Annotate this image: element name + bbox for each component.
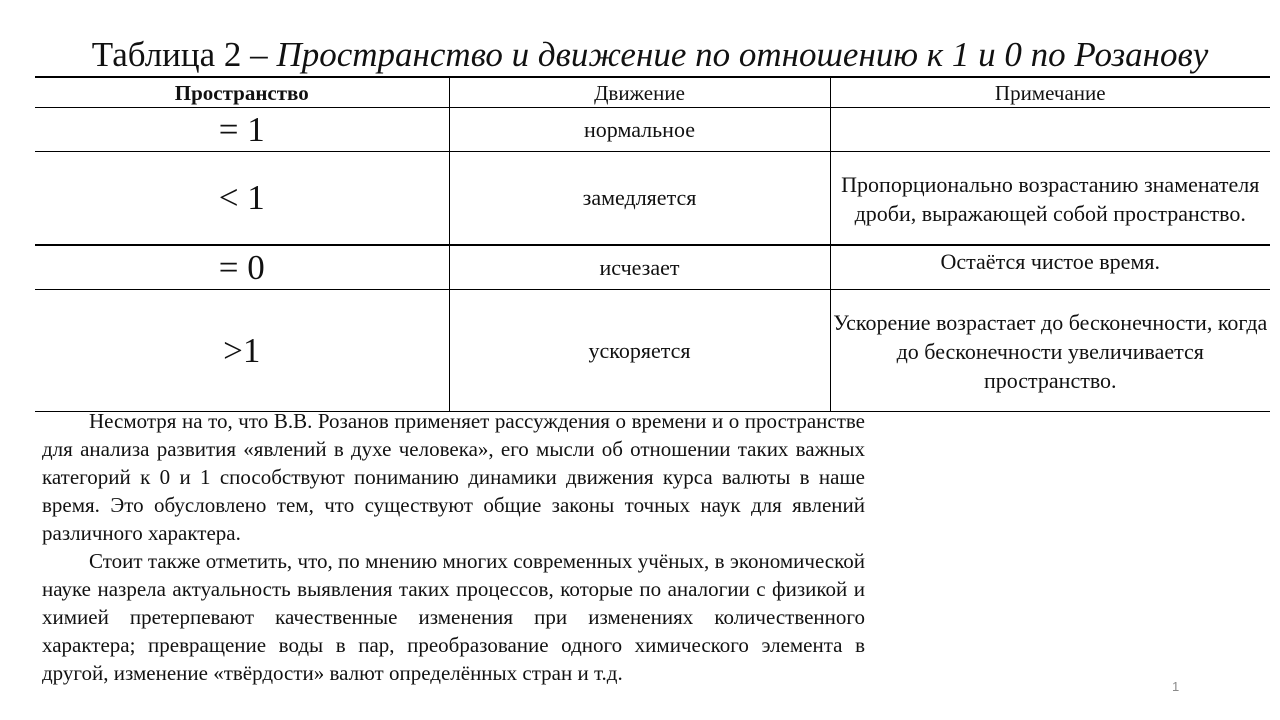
paragraph: Стоит также отметить, что, по мнению многих современных учёных, в экономической науке назрела актуальность выявления таких процессов, которые по аналогии с физикой и химией претерпевают качественные изменения при изменениях количественного характера; превращение воды в пар, преобразование одного химического элемента в другой, изменение «твёрдости» валют определённых стран и т.д.	[42, 549, 865, 685]
page-number: 1	[1172, 679, 1180, 694]
header-note: Примечание	[830, 78, 1270, 108]
table-row	[35, 245, 1270, 290]
table-header-row	[35, 78, 1270, 108]
slide-title	[0, 34, 1280, 76]
title-italic: Пространство и движение по отношению к 1 и 0 по Розанову	[276, 35, 1209, 74]
space-cell: = 1	[35, 108, 449, 152]
note-cell: Ускорение возрастает до бесконечности, когда до бесконечности увеличивается пространство.	[830, 290, 1270, 412]
motion-cell: нормальное	[449, 108, 830, 152]
rozanov-table	[35, 78, 1270, 412]
space-cell: < 1	[35, 152, 449, 246]
paragraph: Несмотря на то, что В.В. Розанов применяет рассуждения о времени и о пространстве для анализа развития «явлений в духе человека», его мысли об отношении таких важных категорий к 0 и 1 способствуют пониманию динамики движения курса валюты в наше время. Это обусловлено тем, что существуют общие законы точных наук для явлений различного характера.	[42, 409, 865, 545]
note-cell	[830, 108, 1270, 152]
header-space: Пространство	[35, 78, 449, 108]
title-prefix: Таблица 2 –	[91, 35, 277, 74]
space-cell: >1	[35, 290, 449, 412]
table-row	[35, 108, 1270, 152]
motion-cell: ускоряется	[449, 290, 830, 412]
body-text	[42, 407, 865, 687]
header-motion: Движение	[449, 78, 830, 108]
space-cell: = 0	[35, 245, 449, 290]
note-cell: Пропорционально возрастанию знаменателя дроби, выражающей собой пространство.	[830, 152, 1270, 246]
table-row	[35, 152, 1270, 246]
motion-cell: замедляется	[449, 152, 830, 246]
table-row	[35, 290, 1270, 412]
note-cell: Остаётся чистое время.	[830, 245, 1270, 290]
motion-cell: исчезает	[449, 245, 830, 290]
